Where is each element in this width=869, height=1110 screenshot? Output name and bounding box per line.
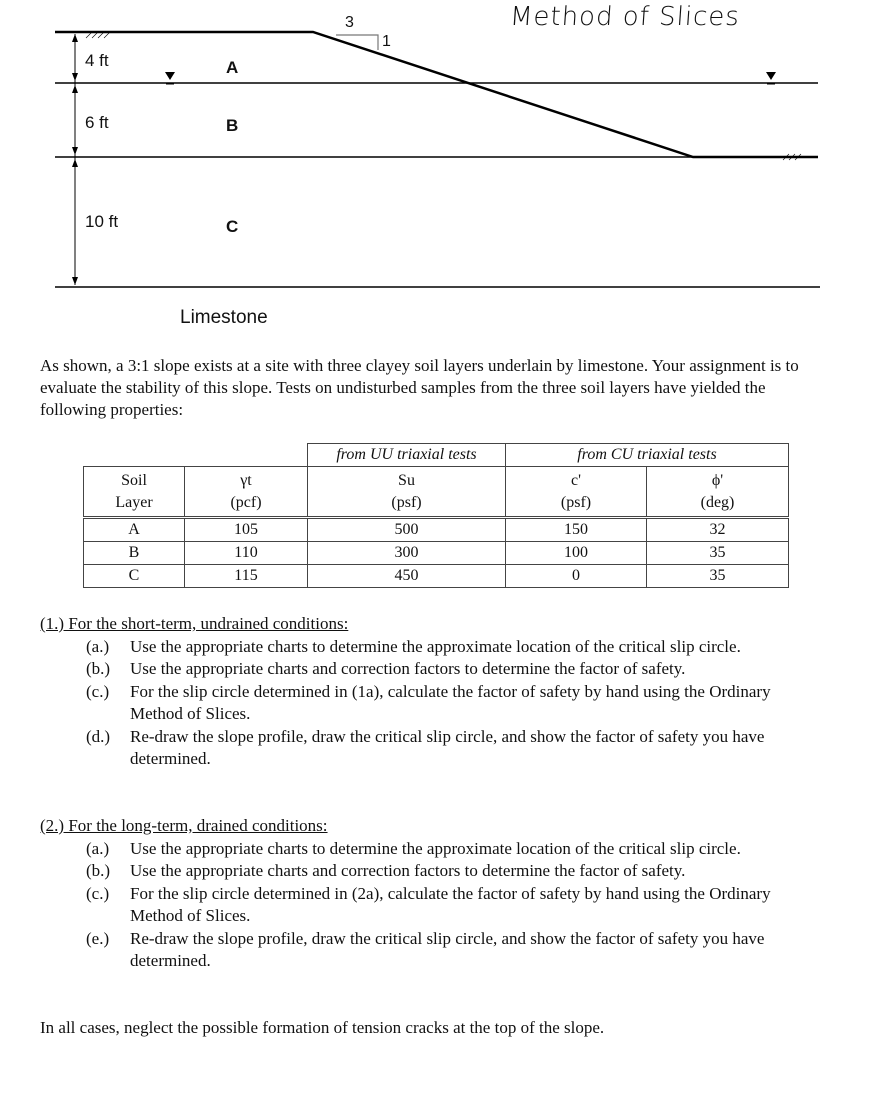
water-table-icon xyxy=(766,72,776,84)
table-row: A 105 500 150 32 xyxy=(84,518,789,542)
ground-hatch xyxy=(86,32,801,160)
layer-a-label: A xyxy=(226,58,239,77)
question-2 xyxy=(40,815,830,973)
question-2-heading: (2.) For the long-term, drained conditions: xyxy=(40,816,328,835)
question-1-heading: (1.) For the short-term, undrained conditions: xyxy=(40,614,349,633)
footer-note: In all cases, neglect the possible formation of tension cracks at the top of the slope. xyxy=(40,1018,605,1037)
ground-surface xyxy=(55,32,818,157)
list-item: (d.) Re-draw the slope profile, draw the critical slip circle, and show the factor of safety you have determined. xyxy=(86,726,765,768)
table-header-row: Soil Layer γt (pcf) Su (psf) c' (psf) ϕ' (deg) xyxy=(84,467,789,518)
table-row: B 110 300 100 35 xyxy=(84,542,789,565)
layer-a-thickness: 4 ft xyxy=(85,51,109,70)
slope-run-label: 3 xyxy=(345,14,354,31)
cu-group-header: from CU triaxial tests xyxy=(506,444,789,467)
layer-b-thickness: 6 ft xyxy=(85,113,109,132)
table-row: C 115 450 0 35 xyxy=(84,565,789,588)
handwritten-title: Method of Slices xyxy=(508,2,741,32)
water-table-icon xyxy=(165,72,175,84)
list-item: (a.) Use the appropriate charts to determine the approximate location of the critical slip circle. xyxy=(86,636,741,656)
list-item: (c.) For the slip circle determined in (2a), calculate the factor of safety by hand using the Ordinary Method of Slices. xyxy=(86,883,771,925)
list-item: (c.) For the slip circle determined in (1a), calculate the factor of safety by hand using the Ordinary Method of Slices. xyxy=(86,681,771,723)
question-1 xyxy=(40,613,830,771)
uu-group-header: from UU triaxial tests xyxy=(308,444,506,467)
intro-paragraph: As shown, a 3:1 slope exists at a site with three clayey soil layers underlain by limestone. Your assignment is to evaluate the stability of this slope. Tests on undisturbed samples from the three soil layers have yielded the following properties: xyxy=(40,356,799,419)
list-item: (a.) Use the appropriate charts to determine the approximate location of the critical slip circle. xyxy=(86,838,741,858)
limestone-label: Limestone xyxy=(180,307,268,328)
slope-rise-label: 1 xyxy=(382,33,391,50)
layer-c-label: C xyxy=(226,217,239,236)
layer-b-label: B xyxy=(226,116,239,135)
layer-c-thickness: 10 ft xyxy=(85,212,119,231)
list-item: (b.) Use the appropriate charts and correction factors to determine the factor of safety. xyxy=(86,861,686,880)
list-item: (e.) Re-draw the slope profile, draw the critical slip circle, and show the factor of safety you have determined. xyxy=(86,928,765,970)
soil-properties-table xyxy=(83,443,789,588)
list-item: (b.) Use the appropriate charts and correction factors to determine the factor of safety. xyxy=(86,659,686,678)
slope-diagram xyxy=(0,0,869,300)
